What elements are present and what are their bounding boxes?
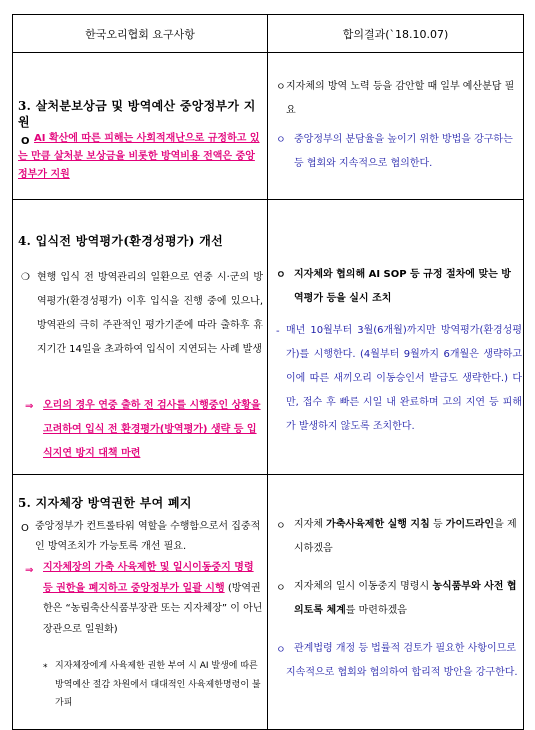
row3-left-note: 지자체장에게 사육제한 권한 부여 시 AI 발생에 따른 방역예산 절감 차원에서 대대적인 사육제한명령이 불가피 bbox=[55, 661, 261, 708]
row3-right-text1e: 을 제시하겠음 bbox=[294, 519, 517, 554]
table-row bbox=[13, 53, 524, 200]
row3-right-bullet2: ㅇ bbox=[276, 583, 286, 594]
row2-right-bold-text: 지자체와 협의해 AI SOP 등 규정 절차에 맞는 방역평가 등을 실시 조치 bbox=[294, 269, 511, 304]
row3-right-text1c: 등 bbox=[432, 519, 443, 530]
row3-heading: 5. 지자체장 방역권한 부여 폐지 bbox=[18, 496, 192, 510]
row3-right-text1 bbox=[294, 513, 520, 561]
row2-left-cell bbox=[13, 200, 268, 475]
row3-left-red-text: 지자체장의 가축 사육제한 및 일시이동중지 명령 등 권한을 폐지하고 중앙정부가 일괄 시행 bbox=[43, 562, 254, 594]
row3-arrow-icon: ⇒ bbox=[25, 565, 34, 576]
requirements-table bbox=[12, 14, 524, 730]
row2-left-text: 현행 입식 전 방역관리의 일환으로 연중 시·군의 방역평가(환경성평가) 이후 입식을 진행 중에 있으나, 방역관의 극히 주관적인 평가기준에 따라 출하후 휴지기간 14일을 초과하여 입식이 지연되는 사례 발생 bbox=[37, 272, 263, 355]
row3-right-blue-text: 관계법령 개정 등 법률적 검토가 필요한 사항이므로 지속적으로 협회와 협의하여 합리적 방안을 강구한다. bbox=[286, 643, 518, 678]
row1-right-text1: 지자체의 방역 노력 등을 감안할 때 일부 예산분담 필요 bbox=[286, 81, 515, 116]
row3-left-cell bbox=[13, 475, 268, 730]
row2-left-red-text: 오리의 경우 연중 출하 전 검사를 시행중인 상황을 고려하여 입식 전 환경평가(방역평가) 생략 등 입식지연 방지 대책 마련 bbox=[43, 400, 261, 459]
row1-right-cell bbox=[268, 53, 524, 200]
row3-right-text2 bbox=[294, 575, 520, 623]
row2-right-bullet1: ㅇ bbox=[276, 270, 286, 281]
row2-right-cell bbox=[268, 200, 524, 475]
row2-heading: 4. 입식전 방역평가(환경성평가) 개선 bbox=[18, 234, 224, 248]
row3-right-bullet1: ㅇ bbox=[276, 521, 286, 532]
row3-left-block bbox=[43, 558, 265, 640]
row3-right-cell bbox=[268, 475, 524, 730]
row3-bullet: O bbox=[21, 523, 29, 534]
row1-heading: 3. 살처분보상금 및 방역예산 중앙정부가 지원 bbox=[18, 99, 256, 129]
row3-right-text2c: 를 마련하겠음 bbox=[345, 605, 407, 616]
table-row bbox=[13, 475, 524, 730]
row3-right-bullet3: ㅇ bbox=[276, 645, 286, 656]
header-row bbox=[13, 15, 524, 53]
row1-right-bullet1: ㅇ bbox=[276, 82, 286, 93]
row3-left-after-text: (방역권한은 “농림축산식품부장관 또는 지자체장” 이 아닌 장관으로 일원화) bbox=[43, 582, 263, 635]
row3-right-text1d: 가이드라인 bbox=[445, 519, 495, 530]
row1-left-cell bbox=[13, 53, 268, 200]
row3-right-text1a: 지자체 bbox=[294, 519, 323, 530]
header-left: 한국오리협회 요구사항 bbox=[13, 15, 268, 53]
row2-bullet: ❍ bbox=[21, 272, 30, 283]
row3-note-mark: * bbox=[43, 663, 48, 673]
row1-right-text2: 중앙정부의 분담율을 높이기 위한 방법을 강구하는 등 협회와 지속적으로 협의한다. bbox=[294, 134, 513, 169]
row2-arrow-icon: ⇒ bbox=[25, 401, 34, 412]
row1-right-bullet2: ㅇ bbox=[276, 135, 286, 146]
row1-bullet: O bbox=[21, 136, 30, 147]
row1-left-red-text: AI 확산에 따른 피해는 사회적재난으로 규정하고 있는 만큼 살처분 보상금을 비롯한 방역비용 전액은 중앙정부가 지원 bbox=[18, 133, 260, 180]
row3-right-text1b: 가축사육제한 실행 지침 bbox=[326, 519, 430, 530]
row3-right-text2b: 농식품부와 사전 협의토록 체계 bbox=[294, 581, 517, 616]
row3-right-text2a: 지자체의 일시 이동중지 명령시 bbox=[294, 581, 430, 592]
table-row bbox=[13, 200, 524, 475]
row2-right-dash: - bbox=[276, 326, 280, 337]
header-right: 합의결과(`18.10.07) bbox=[268, 15, 524, 53]
row2-right-blue-text: 매년 10월부터 3월(6개월)까지만 방역평가(환경성평가)를 시행한다. (4월부터 9월까지 6개월은 생략하고 이에 따른 새끼오리 이동승인서 발급도 생략한다.) 다만, 접수 후 빠른 시일 내 완료하며 고의 지연 등 피해가 발생하지 않도록 조치한다. bbox=[286, 325, 522, 432]
row3-left-text: 중앙정부가 컨트롤타워 역할을 수행함으로서 집중적인 방역조치가 가능토록 개선 필요. bbox=[35, 521, 261, 552]
